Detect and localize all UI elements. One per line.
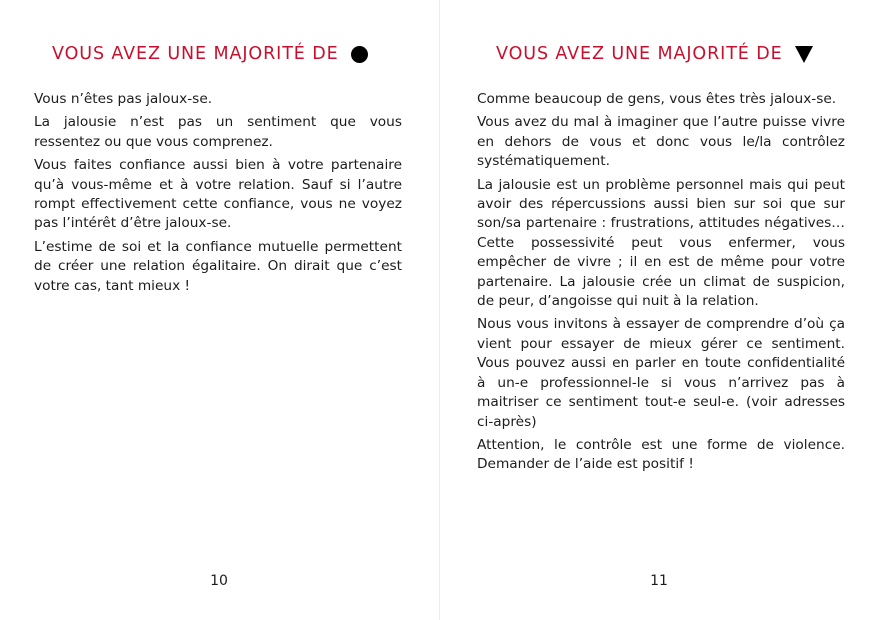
left-page-number: 10 <box>210 573 228 589</box>
right-paragraph-1: Comme beaucoup de gens, vous êtes très jaloux-se. <box>477 91 837 107</box>
right-paragraph-4: Nous vous invitons à essayer de comprendre d’où ça vient pour essayer de mieux gérer ce sentiment. Vous pouvez aussi en parler en toute confidentialité à un-e professionnel-le si vous n’arrivez pas à maitriser ce sentiment tout-e seul-e. (voir adresses ci-après) <box>477 316 845 430</box>
right-paragraph-3: La jalousie est un problème personnel mais qui peut avoir des répercussions aussi bien sur soi que sur son/sa partenaire : frustrations, attitudes négatives… Cette possessivité peut vous enfermer, vous empêcher de vivre ; il en est de même pour votre partenaire. La jalousie crée un climat de suspicion, de peur, d’angoisse qui nuit à la relation. <box>477 176 845 310</box>
left-page-body <box>34 90 402 300</box>
left-heading-text: VOUS AVEZ UNE MAJORITÉ DE <box>52 44 339 64</box>
left-page-heading <box>52 44 368 64</box>
left-paragraph-3: Vous faites confiance aussi bien à votre partenaire qu’à vous-même et à votre relation. Sauf si l’autre rompt effectivement cette confiance, vous ne voyez pas l’intérêt d’être jaloux-se. <box>34 157 402 232</box>
right-paragraph-5: Attention, le contrôle est une forme de violence. Demander de l’aide est positif ! <box>477 436 845 473</box>
left-paragraph-2: La jalousie n’est pas un sentiment que vous ressentez ou que vous comprenez. <box>34 114 402 150</box>
triangle-down-icon <box>795 46 813 63</box>
left-paragraph-1: Vous n’êtes pas jaloux-se. <box>34 91 213 107</box>
left-paragraph-4: L’estime de soi et la confiance mutuelle permettent de créer une relation égalitaire. On dirait que c’est votre cas, tant mieux ! <box>34 238 402 294</box>
right-page-heading <box>496 44 813 64</box>
right-paragraph-2: Vous avez du mal à imaginer que l’autre puisse vivre en dehors de vous et donc vous le/la contrôlez systématiquement. <box>477 114 845 170</box>
left-page <box>0 0 439 620</box>
right-page <box>440 0 879 620</box>
right-page-number: 11 <box>650 573 668 589</box>
right-page-body <box>477 90 845 479</box>
right-heading-text: VOUS AVEZ UNE MAJORITÉ DE <box>496 44 783 64</box>
circle-icon <box>351 46 368 63</box>
